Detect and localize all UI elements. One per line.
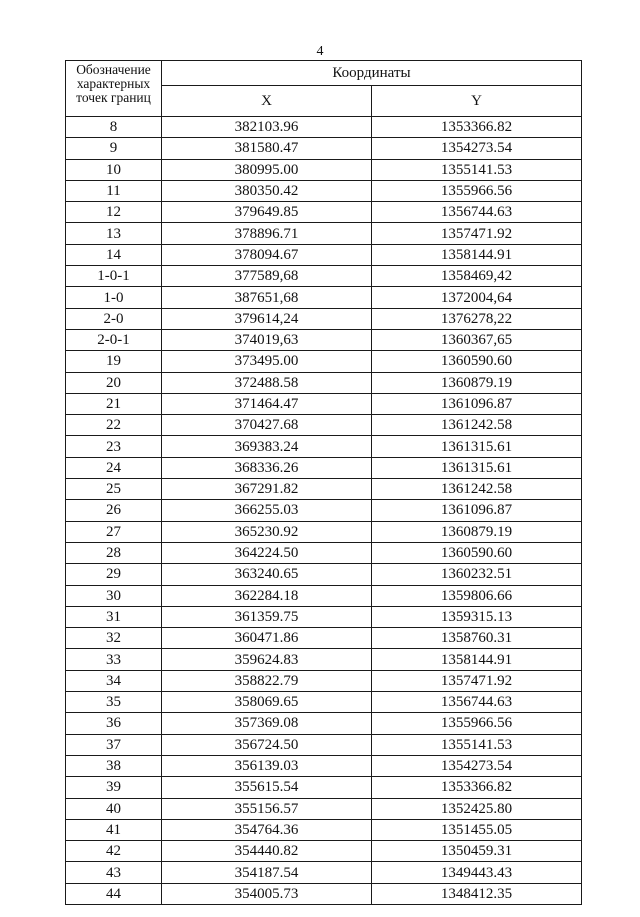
point-cell: 33 xyxy=(66,649,162,670)
table-row xyxy=(66,457,582,478)
y-header: Y xyxy=(372,86,582,117)
y-cell: 1352425.80 xyxy=(372,798,582,819)
y-cell: 1355966.56 xyxy=(372,713,582,734)
x-cell: 358069.65 xyxy=(162,692,372,713)
header-row xyxy=(66,61,582,86)
x-cell: 372488.58 xyxy=(162,372,372,393)
table-row xyxy=(66,862,582,883)
point-cell: 29 xyxy=(66,564,162,585)
table-row xyxy=(66,585,582,606)
y-cell: 1360367,65 xyxy=(372,329,582,350)
table-row xyxy=(66,500,582,521)
point-cell: 2-0-1 xyxy=(66,329,162,350)
y-cell: 1358760.31 xyxy=(372,628,582,649)
x-cell: 355156.57 xyxy=(162,798,372,819)
point-cell: 14 xyxy=(66,244,162,265)
x-cell: 363240.65 xyxy=(162,564,372,585)
y-cell: 1361315.61 xyxy=(372,436,582,457)
y-cell: 1376278,22 xyxy=(372,308,582,329)
point-cell: 1-0 xyxy=(66,287,162,308)
table-row xyxy=(66,521,582,542)
x-cell: 361359.75 xyxy=(162,606,372,627)
point-cell: 38 xyxy=(66,755,162,776)
table-row xyxy=(66,649,582,670)
table-row xyxy=(66,244,582,265)
y-cell: 1355141.53 xyxy=(372,734,582,755)
x-cell: 356724.50 xyxy=(162,734,372,755)
x-header: X xyxy=(162,86,372,117)
table-row xyxy=(66,351,582,372)
x-cell: 374019,63 xyxy=(162,329,372,350)
y-cell: 1360232.51 xyxy=(372,564,582,585)
table-row xyxy=(66,223,582,244)
y-cell: 1360590.60 xyxy=(372,351,582,372)
y-cell: 1358144.91 xyxy=(372,649,582,670)
point-cell: 13 xyxy=(66,223,162,244)
point-cell: 40 xyxy=(66,798,162,819)
x-cell: 354440.82 xyxy=(162,841,372,862)
x-cell: 354187.54 xyxy=(162,862,372,883)
table-body xyxy=(66,117,582,905)
table-row xyxy=(66,841,582,862)
y-cell: 1358144.91 xyxy=(372,244,582,265)
x-cell: 365230.92 xyxy=(162,521,372,542)
point-cell: 35 xyxy=(66,692,162,713)
y-cell: 1353366.82 xyxy=(372,117,582,138)
designation-header: Обозначение характерных точек границ xyxy=(66,61,162,117)
table-row xyxy=(66,138,582,159)
point-cell: 43 xyxy=(66,862,162,883)
point-cell: 12 xyxy=(66,202,162,223)
point-cell: 24 xyxy=(66,457,162,478)
table-row xyxy=(66,670,582,691)
point-cell: 22 xyxy=(66,415,162,436)
x-cell: 354005.73 xyxy=(162,883,372,904)
x-cell: 355615.54 xyxy=(162,777,372,798)
x-cell: 359624.83 xyxy=(162,649,372,670)
table-row xyxy=(66,798,582,819)
x-cell: 369383.24 xyxy=(162,436,372,457)
table-row xyxy=(66,393,582,414)
x-cell: 364224.50 xyxy=(162,542,372,563)
table-row xyxy=(66,117,582,138)
table-row xyxy=(66,606,582,627)
table-row xyxy=(66,159,582,180)
table-row xyxy=(66,692,582,713)
y-cell: 1348412.35 xyxy=(372,883,582,904)
point-cell: 26 xyxy=(66,500,162,521)
y-cell: 1361242.58 xyxy=(372,415,582,436)
x-cell: 380995.00 xyxy=(162,159,372,180)
table-row xyxy=(66,202,582,223)
table-row xyxy=(66,372,582,393)
x-cell: 366255.03 xyxy=(162,500,372,521)
table-row xyxy=(66,329,582,350)
x-cell: 378896.71 xyxy=(162,223,372,244)
y-cell: 1359315.13 xyxy=(372,606,582,627)
table-row xyxy=(66,308,582,329)
x-cell: 362284.18 xyxy=(162,585,372,606)
x-cell: 368336.26 xyxy=(162,457,372,478)
y-cell: 1349443.43 xyxy=(372,862,582,883)
x-cell: 370427.68 xyxy=(162,415,372,436)
y-cell: 1356744.63 xyxy=(372,692,582,713)
y-cell: 1355966.56 xyxy=(372,180,582,201)
point-cell: 44 xyxy=(66,883,162,904)
y-cell: 1360590.60 xyxy=(372,542,582,563)
point-cell: 42 xyxy=(66,841,162,862)
table-row xyxy=(66,287,582,308)
table-row xyxy=(66,628,582,649)
point-cell: 37 xyxy=(66,734,162,755)
y-cell: 1361096.87 xyxy=(372,500,582,521)
y-cell: 1357471.92 xyxy=(372,670,582,691)
point-cell: 19 xyxy=(66,351,162,372)
point-cell: 10 xyxy=(66,159,162,180)
y-cell: 1351455.05 xyxy=(372,819,582,840)
y-cell: 1372004,64 xyxy=(372,287,582,308)
table-row xyxy=(66,883,582,904)
point-cell: 23 xyxy=(66,436,162,457)
point-cell: 9 xyxy=(66,138,162,159)
point-cell: 27 xyxy=(66,521,162,542)
x-cell: 358822.79 xyxy=(162,670,372,691)
table-row xyxy=(66,713,582,734)
point-cell: 39 xyxy=(66,777,162,798)
y-cell: 1354273.54 xyxy=(372,138,582,159)
table-row xyxy=(66,180,582,201)
y-cell: 1361315.61 xyxy=(372,457,582,478)
x-cell: 360471.86 xyxy=(162,628,372,649)
point-cell: 20 xyxy=(66,372,162,393)
y-cell: 1356744.63 xyxy=(372,202,582,223)
table-row xyxy=(66,542,582,563)
y-cell: 1357471.92 xyxy=(372,223,582,244)
point-cell: 2-0 xyxy=(66,308,162,329)
point-cell: 11 xyxy=(66,180,162,201)
point-cell: 8 xyxy=(66,117,162,138)
x-cell: 378094.67 xyxy=(162,244,372,265)
x-cell: 382103.96 xyxy=(162,117,372,138)
table-row xyxy=(66,479,582,500)
x-cell: 381580.47 xyxy=(162,138,372,159)
y-cell: 1360879.19 xyxy=(372,521,582,542)
y-cell: 1361242.58 xyxy=(372,479,582,500)
page-number: 4 xyxy=(316,44,324,59)
point-cell: 28 xyxy=(66,542,162,563)
y-cell: 1360879.19 xyxy=(372,372,582,393)
y-cell: 1359806.66 xyxy=(372,585,582,606)
table-row xyxy=(66,755,582,776)
point-cell: 21 xyxy=(66,393,162,414)
point-cell: 25 xyxy=(66,479,162,500)
y-cell: 1358469,42 xyxy=(372,266,582,287)
x-cell: 377589,68 xyxy=(162,266,372,287)
table-row xyxy=(66,564,582,585)
x-cell: 379649.85 xyxy=(162,202,372,223)
coordinates-table xyxy=(65,60,582,905)
y-cell: 1353366.82 xyxy=(372,777,582,798)
y-cell: 1355141.53 xyxy=(372,159,582,180)
table-row xyxy=(66,415,582,436)
point-cell: 30 xyxy=(66,585,162,606)
x-cell: 367291.82 xyxy=(162,479,372,500)
coordinates-header: Координаты xyxy=(162,61,582,86)
point-cell: 32 xyxy=(66,628,162,649)
x-cell: 356139.03 xyxy=(162,755,372,776)
table-row xyxy=(66,266,582,287)
point-cell: 36 xyxy=(66,713,162,734)
table-row xyxy=(66,819,582,840)
x-cell: 354764.36 xyxy=(162,819,372,840)
point-cell: 34 xyxy=(66,670,162,691)
x-cell: 387651,68 xyxy=(162,287,372,308)
y-cell: 1361096.87 xyxy=(372,393,582,414)
table-header xyxy=(66,61,582,117)
x-cell: 357369.08 xyxy=(162,713,372,734)
x-cell: 371464.47 xyxy=(162,393,372,414)
x-cell: 380350.42 xyxy=(162,180,372,201)
y-cell: 1350459.31 xyxy=(372,841,582,862)
point-cell: 31 xyxy=(66,606,162,627)
table-row xyxy=(66,734,582,755)
point-cell: 1-0-1 xyxy=(66,266,162,287)
table-row xyxy=(66,436,582,457)
x-cell: 379614,24 xyxy=(162,308,372,329)
table-row xyxy=(66,777,582,798)
y-cell: 1354273.54 xyxy=(372,755,582,776)
x-cell: 373495.00 xyxy=(162,351,372,372)
point-cell: 41 xyxy=(66,819,162,840)
